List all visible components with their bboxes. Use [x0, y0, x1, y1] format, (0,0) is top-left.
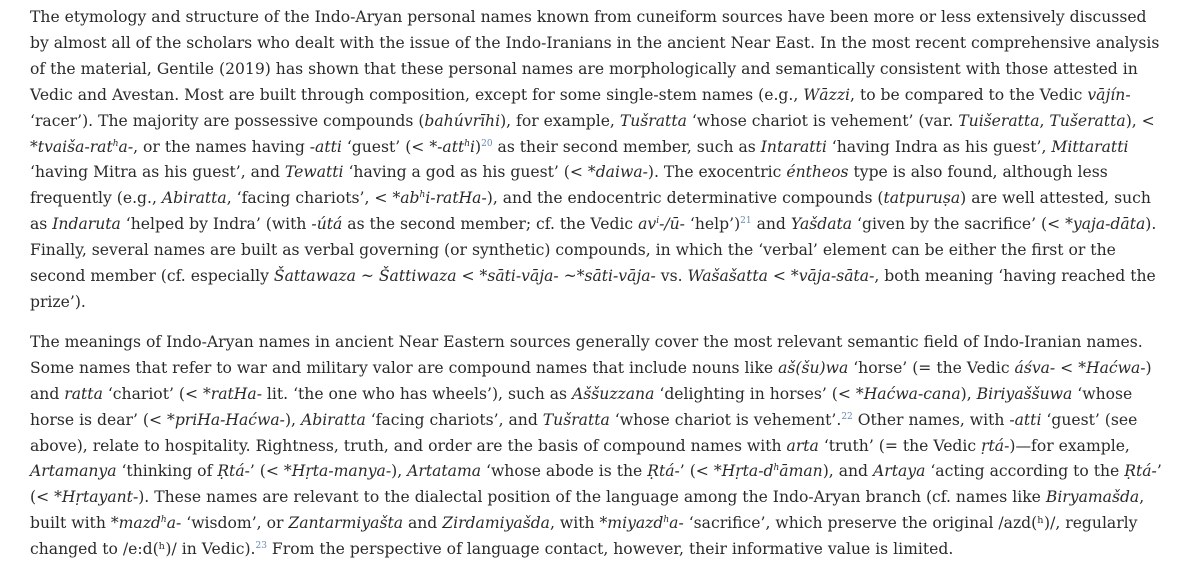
text-run: ‘wisdom’, or [181, 514, 289, 533]
italic-term: ṛtá- [981, 436, 1010, 455]
italic-term: Intaratti [760, 137, 827, 156]
italic-term: āman [779, 462, 823, 481]
italic-term: av [638, 215, 657, 234]
italic-term: *yaja-dāta [1065, 215, 1146, 234]
italic-term: Tewatti [284, 163, 344, 182]
italic-term: Ṛtá- [217, 462, 250, 481]
text-run: ‘help’) [684, 215, 741, 234]
text-run: ). Finally, several names are built as verbal governing (or synthetic) compounds, in which the ‘verbal’ element can be either the first or the second member (cf. especially [30, 215, 1157, 286]
italic-term: i [470, 137, 476, 156]
italic-term: -/ [659, 215, 670, 234]
italic-term: *daiwa- [587, 163, 648, 182]
text-run: ‘guest’ (< [341, 137, 430, 156]
text-run: The etymology and structure of the Indo-Aryan personal names known from cuneiform sources have been more or less extensively discussed by almost all of the scholars who dealt with the issue of the Indo-Iranians in the ancient Near East. In the most recent comprehensive analysis of the material, Gentile (2019) has shown that these personal names are morphologically and semantically consistent with those attested in Vedic and Avestan. Most are built through composition, except for some single-stem names (e.g., [30, 8, 1160, 104]
italic-term: Aššuzzana [572, 384, 655, 403]
text-run: ), [960, 384, 977, 403]
text-run: Other names, with [852, 410, 1010, 429]
italic-term: Abiratta [300, 410, 366, 429]
italic-term: Tuišeratta [958, 111, 1040, 130]
text-run: ) [475, 137, 482, 156]
text-run: , or the names having [133, 137, 310, 156]
italic-term: aš(šu)wa [778, 358, 849, 377]
italic-term: -útá [311, 215, 343, 234]
text-run: vs. [655, 267, 688, 286]
text-run: ), < [1125, 111, 1155, 130]
italic-term: ū- [669, 215, 685, 234]
italic-term: *Hṛta-manya- [283, 462, 392, 481]
italic-term: Šattawaza [273, 267, 356, 286]
text-run: , to be compared to the Vedic [850, 85, 1088, 104]
italic-term: *vāja-sāta- [790, 267, 875, 286]
text-run: ) are well attested, such as [30, 189, 1151, 234]
text-run: ), and the endocentric determinative compounds ( [486, 189, 884, 208]
text-run: ‘truth’ (= the Vedic [818, 436, 982, 455]
italic-term: Ṛtá- [647, 462, 680, 481]
text-run: ‘delighting in horses’ (< [654, 384, 856, 403]
article-body [30, 5, 1170, 563]
text-run: < [767, 267, 791, 286]
text-run: ’ (< [30, 462, 1162, 507]
text-run: ‘thinking of [116, 462, 218, 481]
footnote-ref-link[interactable]: 21 [740, 216, 752, 227]
text-run: ), and [822, 462, 873, 481]
text-run: ‘having Indra as his guest’, [826, 137, 1052, 156]
paragraph-2 [30, 330, 1170, 563]
italic-term: Mittaratti [1051, 137, 1129, 156]
text-run: ). The exocentric [647, 163, 787, 182]
italic-term: *mazd [110, 514, 161, 533]
text-run: ), for example, [500, 111, 620, 130]
italic-term: a- [669, 514, 684, 533]
italic-term: *tvaiša-rat [30, 137, 113, 156]
italic-term: Tušeratta [1049, 111, 1126, 130]
footnote-ref-link[interactable]: 23 [255, 540, 267, 551]
text-run: ‘horse’ (= the Vedic [848, 358, 1015, 377]
italic-term: a- [118, 137, 134, 156]
italic-term: Tušratta [619, 111, 687, 130]
italic-term: Zirdamiyašda [442, 514, 550, 533]
italic-term: bahúvrīhi [424, 111, 501, 130]
text-run: , ‘facing chariots’, < [226, 189, 393, 208]
italic-term: Artaya [873, 462, 926, 481]
italic-term: *sāti-vāja- [576, 267, 656, 286]
text-run: ‘guest’ (see above), relate to hospitality. Rightness, truth, and order are the basis of compound names with [30, 410, 1138, 455]
text-run: , with [549, 514, 600, 533]
italic-term: ratta [64, 384, 103, 403]
text-run: and [751, 215, 791, 234]
text-run: ‘having a god as his guest’ (< [343, 163, 588, 182]
italic-term: -atti [1009, 410, 1042, 429]
text-run: as the second member; cf. the Vedic [342, 215, 639, 234]
text-run: ‘racer’). The majority are possessive compounds ( [30, 111, 425, 130]
text-run: ~ [558, 267, 577, 286]
text-run: and [403, 514, 443, 533]
italic-term: *ab [392, 189, 420, 208]
text-run: type is also found, although less frequently (e.g., [30, 163, 1108, 208]
superscript-letter: i [656, 216, 660, 227]
italic-term: vājín- [1087, 85, 1131, 104]
italic-term: Wāzzi [803, 85, 851, 104]
text-run: ‘whose chariot is vehement’ (var. [686, 111, 959, 130]
superscript-letter: h [773, 463, 780, 474]
italic-term: a- [166, 514, 182, 533]
text-run: ’ (< [249, 462, 284, 481]
text-run: ‘whose horse is dear’ (< [30, 384, 1133, 429]
italic-term: *ratHa- [202, 384, 262, 403]
italic-term: Biriyaššuwa [976, 384, 1073, 403]
text-run: ), [284, 410, 301, 429]
footnote-ref-link[interactable]: 20 [481, 138, 493, 149]
text-run: , [1039, 111, 1050, 130]
text-run: ~ [355, 267, 379, 286]
italic-term: Wašašatta [687, 267, 768, 286]
text-run: ). These names are relevant to the dialectal position of the language among the Indo-Aryan branch (cf. names like [138, 488, 1046, 507]
italic-term: *Haćwa- [1078, 358, 1146, 377]
text-run: < [456, 267, 480, 286]
text-run: lit. ‘the one who has wheels’), such as [261, 384, 573, 403]
text-run: )—for example, [1009, 436, 1130, 455]
text-run: , built with [30, 488, 1145, 533]
superscript-letter: h [464, 138, 471, 149]
italic-term: *Hṛtayant- [54, 488, 139, 507]
text-run: ‘chariot’ (< [102, 384, 203, 403]
text-run: ’ (< [679, 462, 714, 481]
italic-term: *priHa-Haćwa- [167, 410, 285, 429]
superscript-letter: h [160, 515, 167, 526]
text-run: , both meaning ‘having reached the prize’). [30, 267, 1156, 311]
italic-term: -atti [309, 137, 342, 156]
text-run: ‘helped by Indra’ (with [120, 215, 312, 234]
text-run: < [1055, 358, 1079, 377]
text-run: ) and [30, 358, 1152, 403]
italic-term: Ṛtá- [1124, 462, 1157, 481]
superscript-letter: h [112, 138, 119, 149]
italic-term: *Haćwa-cana [855, 384, 961, 403]
italic-term: i-ratHa- [425, 189, 487, 208]
superscript-letter: h [419, 190, 426, 201]
italic-term: Artamanya [30, 462, 117, 481]
italic-term: Abiratta [161, 189, 227, 208]
italic-term: Yašdata [790, 215, 853, 234]
italic-term: *-att [429, 137, 465, 156]
text-run: ‘sacrifice’, which preserve the original /azd(ʰ)/, regularly changed to /e:d(ʰ)/ in Vedic). [30, 514, 1138, 559]
text-run: as their second member, such as [492, 137, 761, 156]
italic-term: Zantarmiyašta [288, 514, 404, 533]
italic-term: Artatama [407, 462, 482, 481]
italic-term: áśva- [1014, 358, 1056, 377]
italic-term: Šattiwaza [378, 267, 457, 286]
italic-term: Biryamašda [1045, 488, 1140, 507]
footnote-ref-link[interactable]: 22 [841, 411, 853, 422]
italic-term: Tušratta [542, 410, 610, 429]
italic-term: *Hṛta-d [713, 462, 774, 481]
text-run: ‘acting according to the [925, 462, 1125, 481]
text-run: From the perspective of language contact, however, their informative value is limited. [266, 540, 954, 559]
text-run: ), [391, 462, 408, 481]
italic-term: arta [786, 436, 819, 455]
italic-term: Indaruta [52, 215, 121, 234]
text-run: The meanings of Indo-Aryan names in ancient Near Eastern sources generally cover the most relevant semantic field of Indo-Iranian names. Some names that refer to war and military valor are compound names that include nouns like [30, 332, 1143, 377]
text-run: ‘whose abode is the [481, 462, 648, 481]
italic-term: éntheos [786, 163, 849, 182]
text-run: ‘facing chariots’, and [365, 410, 543, 429]
italic-term: *miyazd [599, 514, 664, 533]
italic-term: tatpuruṣa [883, 189, 961, 208]
text-run: ‘given by the sacrifice’ (< [852, 215, 1066, 234]
italic-term: *sāti-vāja- [479, 267, 559, 286]
text-run: ‘whose chariot is vehement’. [609, 410, 842, 429]
text-run: ‘having Mitra as his guest’, and [30, 163, 285, 182]
paragraph-1 [30, 5, 1170, 316]
superscript-letter: h [663, 515, 670, 526]
